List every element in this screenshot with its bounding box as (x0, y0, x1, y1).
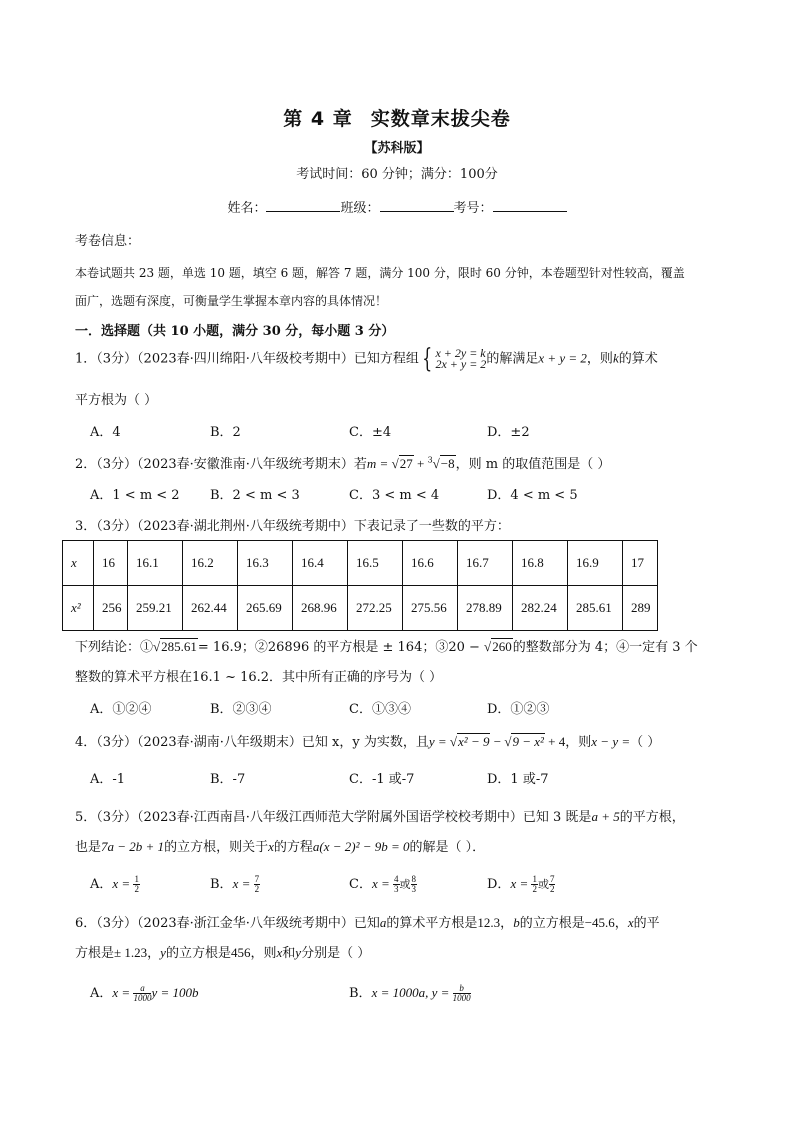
student-info-row (0, 197, 794, 216)
q4-option-c[interactable]: C．-1 或-7 (349, 772, 415, 787)
edition-label: 【苏科版】 (364, 141, 430, 156)
q1-option-c[interactable]: C．±4 (349, 425, 392, 440)
intro-line-1: 本卷试题共 23 题，单选 10 题，填空 6 题，解答 7 题，满分 100 分，限时 60 分钟，本卷题型针对性较高，覆盖 (75, 266, 685, 280)
q5-option-a[interactable]: A．x = $\frac{1}{2}$ (90, 874, 139, 894)
q1-stem-line2: 平方根为（ ） (75, 393, 158, 408)
q5-stem: 5．（3分）（2023春·江西南昌·八年级江西师范大学附属外国语学校校考期中）已知 3 既是a + 5的平方根， (75, 809, 685, 825)
q3-option-b[interactable]: B．②③④ (210, 702, 272, 717)
q4-option-b[interactable]: B．-7 (210, 772, 246, 787)
q6-stem-line2: 方根是± 1.23，y的立方根是456，则x和y分别是（ ） (75, 945, 371, 961)
table-cell: 16.5 (348, 541, 403, 586)
table-cell: 16.7 (458, 541, 513, 586)
table-cell: 16.4 (293, 541, 348, 586)
q3-conclusions: 下列结论：①√285.61= 16.9；②26896 的平方根是 ± 164；③20 − √260的整数部分为 4；④一定有 3 个 (75, 639, 698, 655)
q3-stem: 3．（3分）（2023春·湖北荆州·八年级统考期中）下表记录了一些数的平方： (75, 519, 510, 534)
q2-option-c[interactable]: C．3 < m < 4 (349, 488, 440, 503)
table-cell: 268.96 (293, 586, 348, 631)
table-cell: 262.44 (183, 586, 238, 631)
q2-option-d[interactable]: D．4 < m < 5 (487, 488, 578, 503)
q1-system: x + 2y = k 2x + y = 2 (435, 346, 487, 371)
table-row (63, 586, 658, 631)
q4-stem: 4．（3分）（2023春·湖南·八年级期末）已知 x，y 为实数，且y = √x² − 9 − √9 − x² + 4，则x − y =（ ） (75, 734, 661, 750)
table-cell: 259.21 (128, 586, 183, 631)
q2-stem: 2．（3分）（2023春·安徽淮南·八年级统考期末）若m = √27 + $^3$√−8，则 m 的取值范围是（ ） (75, 455, 611, 472)
q1-stem: 1．（3分）（2023春·四川绵阳·八年级校考期中）已知方程组 { x + 2y = k 2x + y = 2 的解满足x + y = 2，则k的算术 (75, 344, 658, 374)
class-label: 班级： (340, 201, 380, 216)
q6-option-b[interactable]: B．x = 1000a, y = $\frac{b}{1000}$ (349, 983, 471, 1003)
table-cell: 16.6 (403, 541, 458, 586)
q6-option-a[interactable]: A．x = $\frac{a}{1000}$ y = 100b (90, 983, 199, 1003)
q3-option-a[interactable]: A．①②④ (90, 702, 152, 717)
q3-stem-line2: 整数的算术平方根在16.1 ~ 16.2．其中所有正确的序号为（ ） (75, 670, 443, 685)
class-blank[interactable] (380, 199, 454, 212)
page-title: 第 4 章 实数章末拔尖卷 (283, 108, 511, 130)
intro-label: 考卷信息： (75, 234, 141, 249)
table-cell: 16.9 (568, 541, 623, 586)
q5-stem-line2: 也是7a − 2b + 1的立方根，则关于x的方程a(x − 2)² − 9b = 0的解是（ ）． (75, 839, 486, 855)
table-cell: 275.56 (403, 586, 458, 631)
q1-option-d[interactable]: D．±2 (487, 425, 530, 440)
q2-option-a[interactable]: A．1 < m < 2 (90, 488, 180, 503)
intro-line-2: 面广，选题有深度，可衡量学生掌握本章内容的具体情况！ (75, 294, 388, 308)
table-cell: 278.89 (458, 586, 513, 631)
table-cell: 16.3 (238, 541, 293, 586)
q3-option-c[interactable]: C．①③④ (349, 702, 411, 717)
table-cell: 272.25 (348, 586, 403, 631)
q4-option-a[interactable]: A．-1 (90, 772, 126, 787)
table-cell: 16 (94, 541, 128, 586)
table-cell: 282.24 (513, 586, 568, 631)
table-cell: 265.69 (238, 586, 293, 631)
q1-option-a[interactable]: A．4 (90, 425, 121, 440)
table-cell: 16.2 (183, 541, 238, 586)
table-cell: 256 (94, 586, 128, 631)
table-cell: x (63, 541, 94, 586)
number-blank[interactable] (493, 199, 567, 212)
table-cell: 16.1 (128, 541, 183, 586)
table-cell: 285.61 (568, 586, 623, 631)
q4-option-d[interactable]: D．1 或-7 (487, 772, 549, 787)
number-label: 考号： (453, 201, 493, 216)
table-cell: 16.8 (513, 541, 568, 586)
q5-option-b[interactable]: B．x = $\frac{7}{2}$ (210, 874, 260, 894)
q5-option-c[interactable]: C．x = $\frac{4}{3}$ 或 $\frac{8}{3}$ (349, 874, 416, 894)
section-heading: 一．选择题（共 10 小题，满分 30 分，每小题 3 分） (75, 324, 395, 339)
q6-stem: 6．（3分）（2023春·浙江金华·八年级统考期中）已知a的算术平方根是12.3，b的立方根是−45.6，x的平 (75, 915, 660, 931)
q3-option-d[interactable]: D．①②③ (487, 702, 550, 717)
name-label: 姓名： (227, 201, 267, 216)
squares-table (62, 540, 658, 631)
q2-option-b[interactable]: B．2 < m < 3 (210, 488, 300, 503)
table-cell: 289 (623, 586, 658, 631)
name-blank[interactable] (266, 199, 340, 212)
q1-option-b[interactable]: B．2 (210, 425, 241, 440)
exam-info: 考试时间：60 分钟；满分：100分 (296, 167, 498, 182)
table-row (63, 541, 658, 586)
table-cell: x² (63, 586, 94, 631)
table-cell: 17 (623, 541, 658, 586)
q5-option-d[interactable]: D．x = $\frac{1}{2}$ 或 $\frac{7}{2}$ (487, 874, 555, 894)
